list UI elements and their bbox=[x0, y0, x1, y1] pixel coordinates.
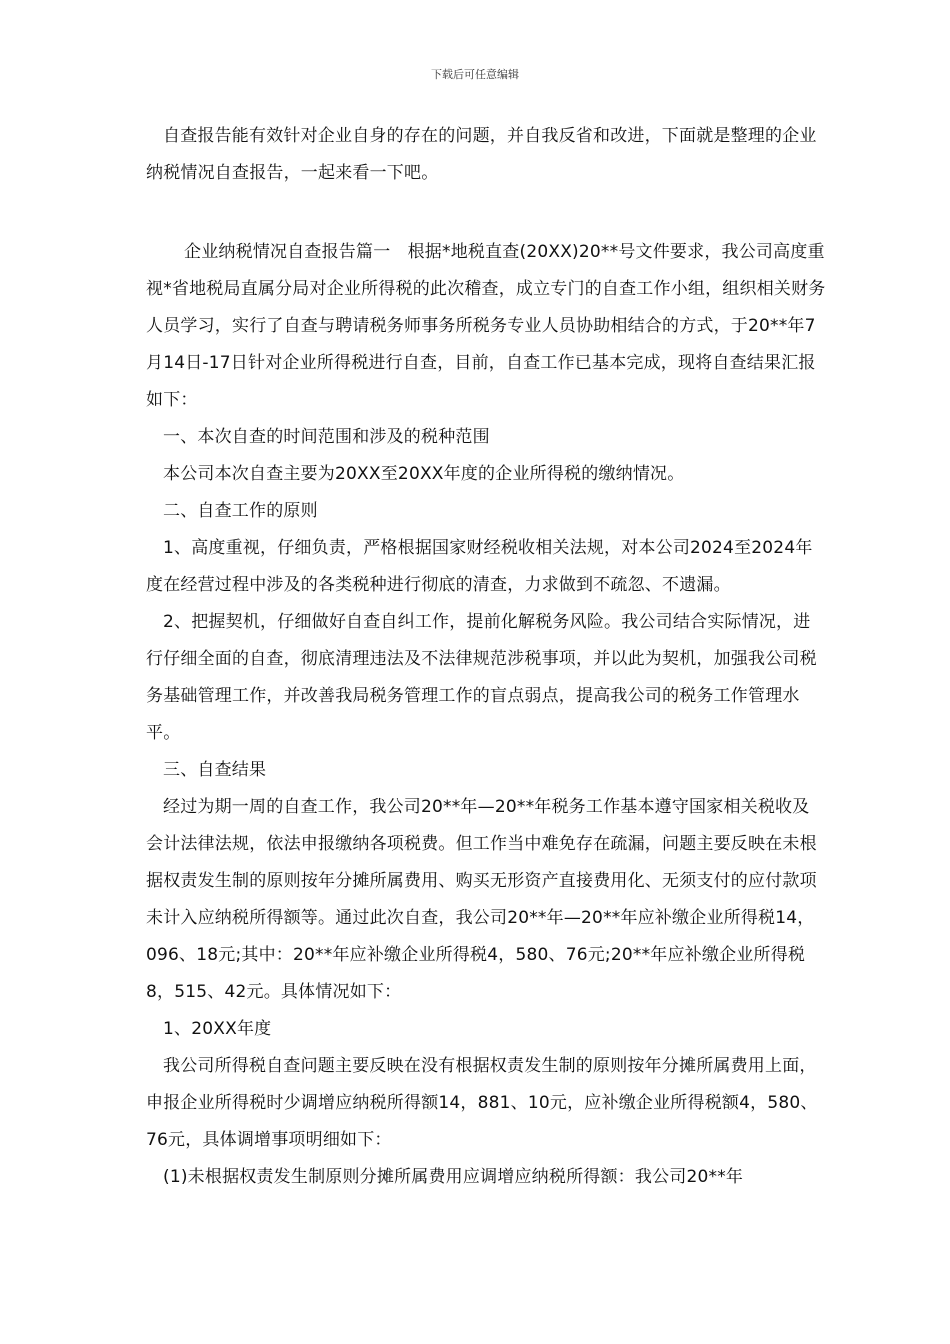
principle1-paragraph: 1、高度重视，仔细负责，严格根据国家财经税收相关法规，对本公司2024至2024年度在经营过程中涉及的各类税种进行彻底的清查，力求做到不疏忽、不遗漏。 bbox=[146, 538, 813, 595]
year-paragraph: 我公司所得税自查问题主要反映在没有根据权责发生制的原则按年分摊所属费用上面，申报企业所得税时少调增应纳税所得额14，881、10元，应补缴企业所得税额4，580、76元，具体调增事项明细如下： bbox=[146, 1056, 818, 1150]
section3-heading: 三、自查结果 bbox=[163, 760, 267, 780]
section2-heading: 二、自查工作的原则 bbox=[163, 501, 318, 521]
year-heading: 1、20XX年度 bbox=[163, 1019, 272, 1039]
result-paragraph: 经过为期一周的自查工作，我公司20**年—20**年税务工作基本遵守国家相关税收及会计法律法规，依法申报缴纳各项税费。但工作当中难免存在疏漏，问题主要反映在未根据权责发生制的原则按年分摊所属费用、购买无形资产直接费用化、无须支付的应付款项未计入应纳税所得额等。通过此次自查，我公司20**年—20**年应补缴企业所得税14，096、18元;其中：20**年应补缴企业所得税4，580、76元;20**年应补缴企业所得税8，515、42元。具体情况如下： bbox=[146, 797, 817, 1002]
section1-body: 本公司本次自查主要为20XX至20XX年度的企业所得税的缴纳情况。 bbox=[163, 464, 685, 484]
document-body bbox=[146, 118, 826, 1196]
section1-heading: 一、本次自查的时间范围和涉及的税种范围 bbox=[163, 427, 490, 447]
intro-paragraph: 自查报告能有效针对企业自身的存在的问题，并自我反省和改进，下面就是整理的企业纳税情况自查报告，一起来看一下吧。 bbox=[146, 126, 817, 183]
principle2-paragraph: 2、把握契机，仔细做好自查自纠工作，提前化解税务风险。我公司结合实际情况，进行仔细全面的自查，彻底清理违法及不法律规范涉税事项，并以此为契机，加强我公司税务基础管理工作，并改善我局税务管理工作的盲点弱点，提高我公司的税务工作管理水平。 bbox=[146, 612, 817, 743]
opening-paragraph: 企业纳税情况自查报告篇一 根据*地税直查(20XX)20**号文件要求，我公司高度重视*省地税局直属分局对企业所得税的此次稽查，成立专门的自查工作小组，组织相关财务人员学习，实行了自查与聘请税务师事务所税务专业人员协助相结合的方式，于20**年7月14日-17日针对企业所得税进行自查，目前，自查工作已基本完成，现将自查结果汇报如下： bbox=[146, 242, 826, 410]
item1-paragraph: (1)未根据权责发生制原则分摊所属费用应调增应纳税所得额：我公司20**年 bbox=[163, 1167, 744, 1187]
page-header: 下载后可任意编辑 bbox=[431, 68, 519, 81]
